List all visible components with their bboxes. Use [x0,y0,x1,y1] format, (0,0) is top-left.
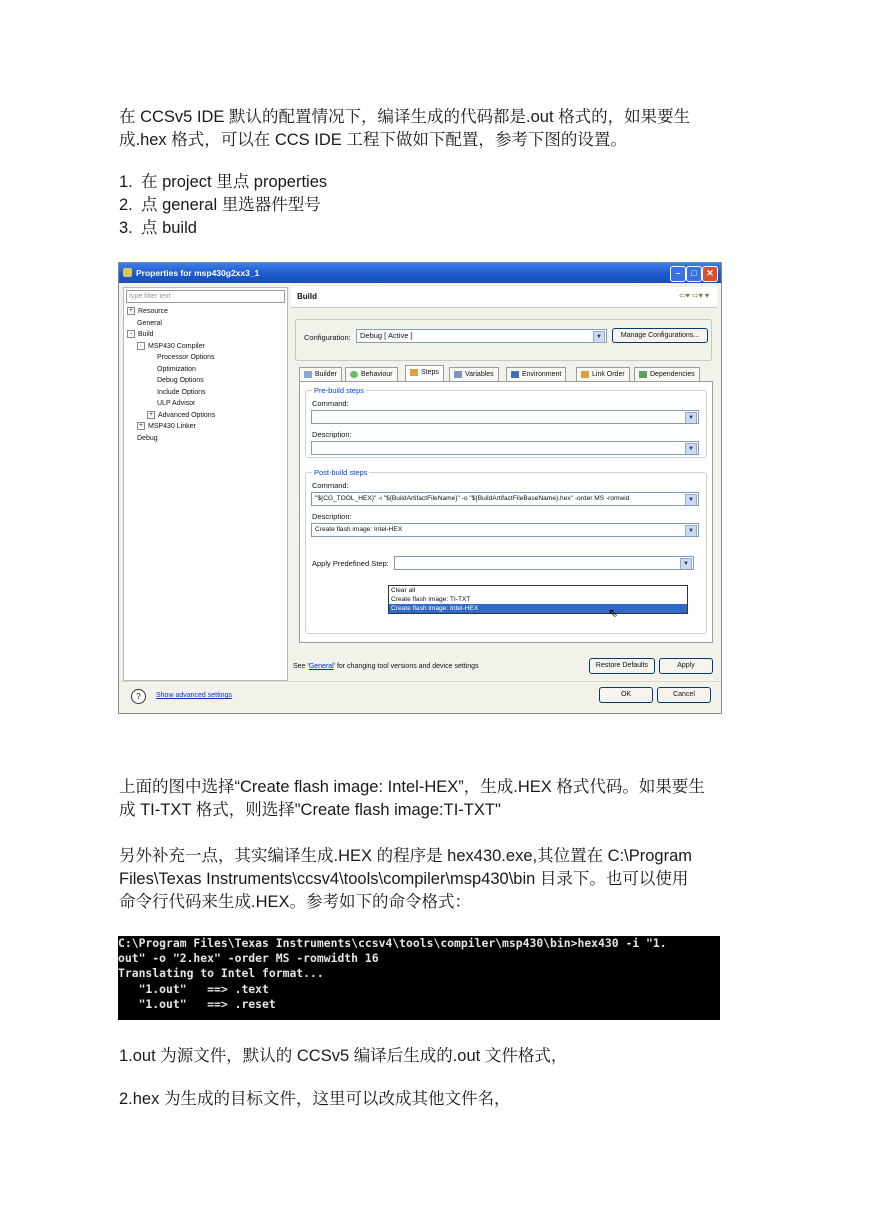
tree-item-label: Optimization [157,365,196,373]
help-icon[interactable]: ? [131,689,146,704]
pre-command-label: Command: [312,399,349,408]
show-advanced-settings-link[interactable]: Show advanced settings [156,692,232,699]
post-command-select[interactable]: "${CG_TOOL_HEX}" -i "${BuildArtifactFileName}" -o "${BuildArtifactFileBaseName}.hex" -order MS -romwid ▼ [311,492,699,506]
pre-description-label: Description: [312,430,352,439]
expand-icon[interactable]: + [147,411,155,419]
expand-icon[interactable]: + [127,307,135,315]
pre-description-select[interactable] [311,441,699,455]
minimize-icon[interactable]: – [670,266,686,282]
post-description-select[interactable]: Create flash image: Intel-HEX ▼ [311,523,699,537]
tree-item[interactable] [127,410,215,422]
post-description-label: Description: [312,512,352,521]
tree-item[interactable] [127,364,215,376]
back-forward-icon[interactable]: ⇦▾ ⇨▾ ▾ [679,291,709,300]
manage-configurations-button[interactable]: Manage Configurations... [612,328,708,343]
post-command-label: Command: [312,481,349,490]
property-tree [127,306,215,444]
steps-list [119,171,327,240]
tab-bar [299,367,711,381]
configuration-group [295,319,712,361]
dependencies-icon [639,371,647,378]
predefined-step-dropdown [388,585,688,614]
close-icon[interactable]: ✕ [702,266,718,282]
dialog-footer [119,681,721,714]
tree-item-label: Advanced Options [158,411,216,419]
tree-item[interactable] [127,375,215,387]
chevron-down-icon[interactable]: ▼ [685,494,697,506]
expand-icon[interactable]: + [137,422,145,430]
section-header [291,287,717,308]
console-line: C:\Program Files\Texas Instruments\ccsv4\tools\compiler\msp430\bin>hex430 -i "1. [118,936,667,950]
hex430-paragraph: 另外补充一点，其实编译生成.HEX 的程序是 hex430.exe,其位置在 C:\Program Files\Texas Instruments\ccsv4\tools\compiler\msp430\bin 目录下。也可以使用 命令行代码来生成.HEX。参考如下的命令格式： [119,847,693,911]
list-item: 1. 在 project 里点 properties [119,173,328,191]
tree-item[interactable] [127,398,215,410]
environment-icon [511,371,519,378]
configuration-label: Configuration: [304,333,351,342]
tree-item[interactable] [127,329,215,341]
tab-steps[interactable]: Steps [405,365,444,382]
build-panel [291,287,717,679]
chevron-down-icon[interactable]: ▼ [685,412,697,424]
builder-icon [304,371,312,378]
tree-item-label: ULP Advisor [157,400,196,407]
section-title: Build [297,292,317,301]
tree-item-label: Processor Options [157,354,215,361]
cancel-button[interactable]: Cancel [657,687,711,703]
console-line: "1.out" ==> .reset [118,996,276,1011]
post-build-label: Post-build steps [314,468,368,477]
chevron-down-icon[interactable]: ▼ [680,558,692,570]
predefined-step-select[interactable] [394,556,694,570]
tree-item-label: Resource [138,308,168,315]
predefined-step-label: Apply Predefined Step: [312,559,389,568]
tree-item-label: MSP430 Linker [148,423,196,430]
dropdown-option-ti-txt[interactable]: Create flash image: TI-TXT [391,596,471,603]
selection-paragraph: 上面的图中选择“Create flash image: Intel-HEX”，生成.HEX 格式代码。如果要生 成 TI-TXT 格式，则选择"Create flash image:TI-TXT" [119,778,705,819]
dialog-title: Properties for msp430g2xx3_1 [136,268,260,278]
tree-item[interactable] [127,341,215,353]
dropdown-option-intel-hex[interactable]: Create flash image: Intel-HEX [389,604,687,613]
tab-environment[interactable]: Environment [506,367,566,382]
mouse-cursor-icon: ⇖ [608,606,619,620]
tab-behaviour[interactable]: Behaviour [345,367,398,382]
tree-item-label: Debug [137,434,158,442]
apply-button[interactable]: Apply [659,658,713,674]
pre-build-label: Pre-build steps [314,386,365,395]
tree-item-label: MSP430 Compiler [148,342,205,350]
dropdown-option-clear-all[interactable]: Clear all [391,587,416,594]
intro-line-1: 在 CCSv5 IDE 默认的配置情况下，编译生成的代码都是.out 格式的，如果要生 [119,108,691,126]
tab-link-order[interactable]: Link Order [576,367,630,382]
steps-panel [299,381,713,643]
collapse-icon[interactable]: - [137,342,145,350]
variables-icon [454,371,462,378]
properties-dialog [118,262,722,714]
intro-line-2: 成.hex 格式，可以在 CCS IDE 工程下做如下配置，参考下图的设置。 [119,131,627,149]
intro-paragraph [119,106,739,152]
behaviour-icon [350,371,358,378]
chevron-down-icon[interactable]: ▼ [685,525,697,537]
tree-item[interactable] [127,421,215,433]
tab-variables[interactable]: Variables [449,367,499,382]
list-item: 2. 点 general 里选器件型号 [119,196,321,214]
note-target-file: 2.hex 为生成的目标文件，这里可以改成其他文件名， [119,1090,511,1108]
chevron-down-icon[interactable]: ▼ [685,443,697,455]
tree-item-label: Include Options [157,388,206,396]
tab-builder[interactable]: Builder [299,367,342,382]
tree-item-label: Build [138,331,154,338]
pre-build-group [305,386,707,458]
note-source-file: 1.out 为源文件，默认的 CCSv5 编译后生成的.out 文件格式， [119,1047,568,1065]
maximize-icon[interactable]: □ [686,266,702,282]
restore-defaults-button[interactable]: Restore Defaults [589,658,655,674]
tree-item[interactable] [127,318,215,330]
tree-item-label: Debug Options [157,377,204,384]
dialog-titlebar [119,263,721,283]
ok-button[interactable]: OK [599,687,653,703]
console-line: "1.out" ==> .text [118,981,269,996]
app-icon [123,268,132,277]
collapse-icon[interactable]: - [127,330,135,338]
link-order-icon [581,371,589,378]
command-console [118,936,720,1020]
general-link[interactable]: General [308,663,334,670]
tree-item-label: General [137,319,162,327]
tree-item[interactable] [127,306,215,318]
tree-item[interactable] [127,352,215,364]
tree-item[interactable] [127,387,215,399]
console-line: Translating to Intel format... [118,966,324,981]
list-item: 3. 点 build [119,219,197,237]
console-line: out" -o "2.hex" -order MS -romwidth 16 [118,951,379,966]
navigation-panel [123,287,288,681]
tab-dependencies[interactable]: Dependencies [634,367,700,382]
pre-command-select[interactable] [311,410,699,424]
filter-input[interactable]: type filter text [126,290,285,303]
see-general-note: See 'General' for changing tool versions and device settings [293,663,479,670]
tree-item[interactable] [127,433,215,445]
chevron-down-icon[interactable]: ▼ [593,331,605,343]
configuration-select[interactable]: Debug [ Active ] ▼ [356,329,607,343]
steps-icon [410,369,418,376]
